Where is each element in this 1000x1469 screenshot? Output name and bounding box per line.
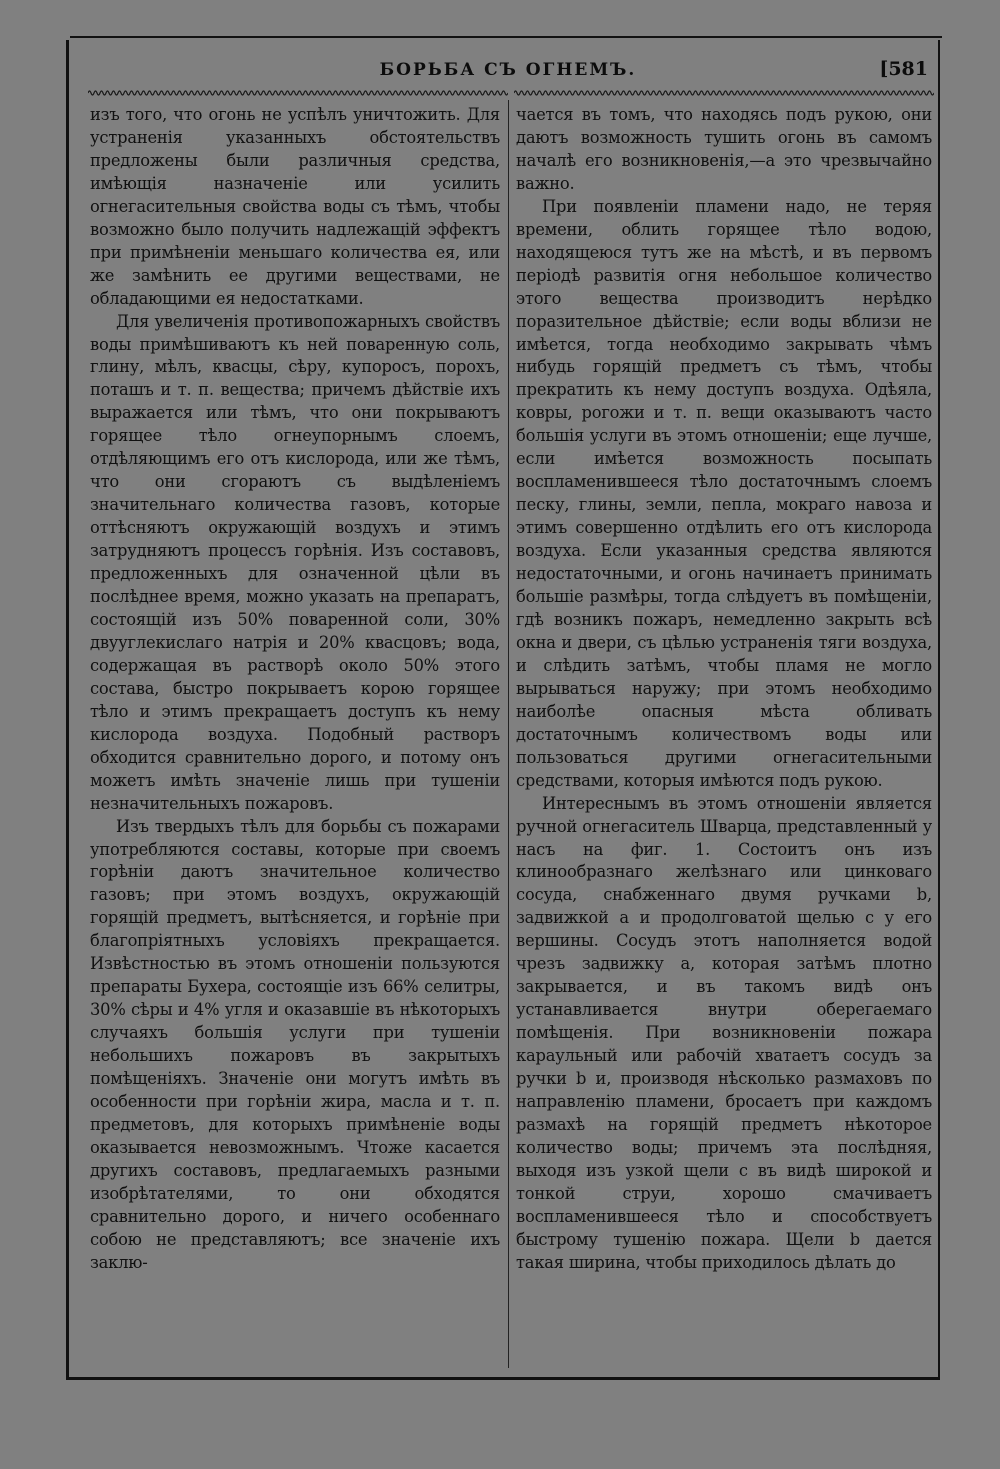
paragraph: чается въ томъ, что находясь подъ рукою, они даютъ возможность тушить огонь въ самомъ началѣ его возникновенія,—а это чрезвычайно важно.	[516, 105, 932, 193]
paragraph: Для увеличенія противопожарныхъ свойствъ воды примѣшиваютъ къ ней поваренную соль, глину, мѣлъ, квасцы, сѣру, купоросъ, порохъ, поташъ и т. п. вещества; причемъ дѣйствіе ихъ выражается или тѣмъ, что они покрываютъ горящее тѣло огнеупорнымъ слоемъ, отдѣляющимъ его отъ кислорода, или же тѣмъ, что они сгораютъ съ выдѣленіемъ значительнаго количества газовъ, которые оттѣсняютъ окружающій воздухъ и этимъ затрудняютъ процессъ горѣнія. Изъ составовъ, предложенныхъ для означенной цѣли въ послѣднее время, можно указать на препаратъ, состоящій изъ 50% поваренной соли, 30% двууглекислаго натрія и 20% квасцовъ; вода, содержащая въ растворѣ около 50% этого состава, быстро покрываетъ корою горящее тѣло и этимъ прекращаетъ доступъ къ нему кислорода воздуха. Подобный растворъ обходится сравнительно дорого, и потому онъ можетъ имѣть значеніе лишь при тушеніи незначительныхъ пожаровъ.	[90, 311, 500, 813]
paragraph: При появленіи пламени надо, не теряя времени, облить горящее тѣло водою, находящеюся тутъ же на мѣстѣ, и въ первомъ періодѣ развитія огня небольшое количество этого вещества производитъ нерѣдко поразительное дѣйствіе; если воды вблизи не имѣется, тогда необходимо закрывать чѣмъ нибудь горящій предметъ съ тѣмъ, чтобы прекратить къ нему доступъ воздуха. Одѣяла, ковры, рогожи и т. п. вещи оказываютъ часто большія услуги въ этомъ отношеніи; еще лучше, если имѣется возможность посыпать воспламенившееся тѣло достаточнымъ слоемъ песку, глины, земли, пепла, мокраго навоза и этимъ совершенно отдѣлить его отъ кислорода воздуха. Если указанныя средства являются недостаточными, и огонь начинаетъ принимать большіе размѣры, тогда слѣдуетъ въ помѣщеніи, гдѣ возникъ пожаръ, немедленно закрыть всѣ окна и двери, съ цѣлью устраненія тяги воздуха, и слѣдить затѣмъ, чтобы пламя не могло вырываться наружу; при этомъ необходимо наиболѣе опасныя мѣста обливать достаточнымъ количествомъ воды или пользоваться другими огнегасительными средствами, которыя имѣются подъ рукою.	[516, 196, 932, 790]
wavy-rule-right	[514, 86, 934, 100]
paragraph: Интереснымъ въ этомъ отношеніи является ручной огнегаситель Шварца, представленный у насъ на фиг. 1. Состоитъ онъ изъ клинообразнаго желѣзнаго или цинковаго сосуда, снабженнаго двумя ручками b, задвижкой a и продолговатой щелью c у его вершины. Сосудъ этотъ наполняется водой чрезъ задвижку a, которая затѣмъ плотно закрывается, и въ такомъ видѣ онъ устанавливается внутри оберегаемаго помѣщенія. При возникновеніи пожара караульный или рабочій хватаетъ сосудъ за ручки b и, производя нѣсколько размаховъ по направленію пламени, бросаетъ при каждомъ размахѣ на горящій предметъ нѣкоторое количество воды; причемъ эта послѣдняя, выходя изъ узкой щели c въ видѣ широкой и тонкой струи, хорошо смачиваетъ воспламенившееся тѣло и способствуетъ быстрому тушенію пожара. Щели b дается такая ширина, чтобы приходилось дѣлать до	[516, 793, 932, 1272]
page-number: [581	[879, 58, 928, 80]
top-border-line	[70, 36, 942, 38]
paragraph: изъ того, что огонь не успѣлъ уничтожить. Для устраненія указанныхъ обстоятельствъ предложены были различныя средства, имѣющія назначеніе или усилить огнегасительныя свойства воды съ тѣмъ, чтобы возможно было получить надлежащій эффектъ при примѣненіи меньшаго количества ея, или же замѣнить ее другими веществами, не обладающими ея недостатками.	[90, 105, 500, 308]
wavy-rule-left	[88, 86, 508, 100]
right-column	[516, 104, 932, 1275]
page-title: БОРЬБА СЪ ОГНЕМЪ.	[379, 60, 637, 80]
left-column	[90, 104, 500, 1275]
column-divider	[508, 100, 509, 1368]
running-header	[80, 60, 936, 86]
paragraph: Изъ твердыхъ тѣлъ для борьбы съ пожарами употребляются составы, которые при своемъ горѣніи даютъ значительное количество газовъ; при этомъ воздухъ, окружающій горящій предметъ, вытѣсняется, и горѣніе при благопріятныхъ условіяхъ прекращается. Извѣстностью въ этомъ отношеніи пользуются препараты Бухера, состоящіе изъ 66% селитры, 30% сѣры и 4% угля и оказавшіе въ нѣкоторыхъ случаяхъ большія услуги при тушеніи небольшихъ пожаровъ въ закрытыхъ помѣщеніяхъ. Значеніе они могутъ имѣть въ особенности при горѣніи жира, масла и т. п. предметовъ, для которыхъ примѣненіе воды оказывается невозможнымъ. Чтоже касается другихъ составовъ, предлагаемыхъ разными изобрѣтателями, то они обходятся сравнительно дорого, и ничего особеннаго собою не представляютъ; все значеніе ихъ заклю-	[90, 816, 500, 1272]
